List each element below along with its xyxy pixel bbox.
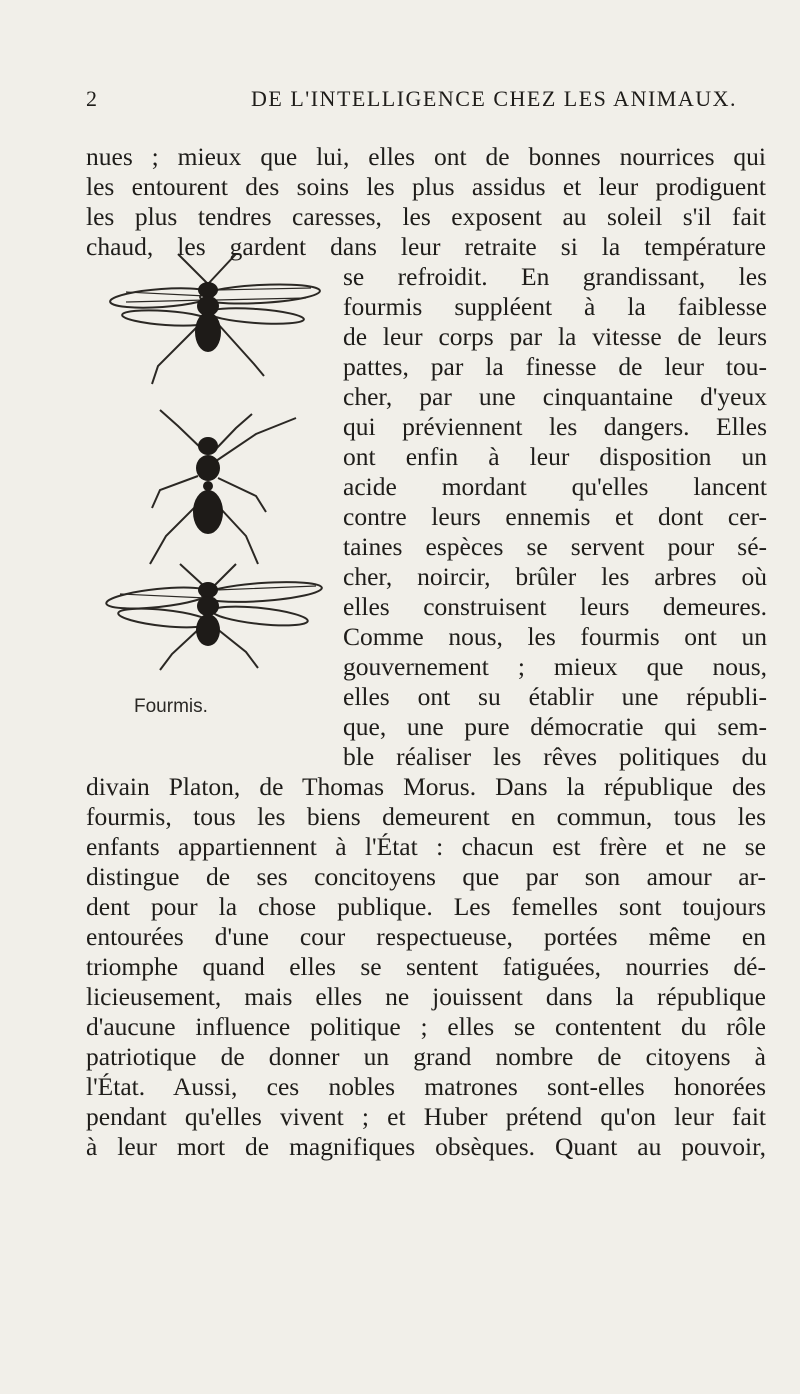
ant-engraving-icon — [96, 246, 324, 676]
ant-illustration — [96, 246, 324, 676]
text-line: se refroidit. En grandissant, les — [343, 262, 767, 291]
text-line: divain Platon, de Thomas Morus. Dans la république des — [86, 772, 766, 801]
text-line: Comme nous, les fourmis ont un — [343, 622, 767, 651]
text-line: taines espèces se servent pour sé- — [343, 532, 767, 561]
text-line: acide mordant qu'elles lancent — [343, 472, 767, 501]
text-line: que, une pure démocratie qui sem- — [343, 712, 767, 741]
text-line: pendant qu'elles vivent ; et Huber prétend qu'on leur fait — [86, 1102, 766, 1131]
text-line: ble réaliser les rêves politiques du — [343, 742, 767, 771]
text-line: chaud, les gardent dans leur retraite si la température — [86, 232, 766, 261]
text-line: les entourent des soins les plus assidus et leur prodiguent — [86, 172, 766, 201]
text-line: patriotique de donner un grand nombre de citoyens à — [86, 1042, 766, 1071]
text-line: cher, noircir, brûler les arbres où — [343, 562, 767, 591]
text-line: licieusement, mais elles ne jouissent dans la république — [86, 982, 766, 1011]
text-line: cher, par une cinquantaine d'yeux — [343, 382, 767, 411]
text-line: d'aucune influence politique ; elles se contentent du rôle — [86, 1012, 766, 1041]
text-line: elles construisent leurs demeures. — [343, 592, 767, 621]
text-line: ont enfin à leur disposition un — [343, 442, 767, 471]
text-line: enfants appartiennent à l'État : chacun est frère et ne se — [86, 832, 766, 861]
text-line: qui préviennent les dangers. Elles — [343, 412, 767, 441]
text-line: pattes, par la finesse de leur tou- — [343, 352, 767, 381]
running-header — [86, 86, 766, 116]
text-line: triomphe quand elles se sentent fatiguées, nourries dé- — [86, 952, 766, 981]
figure-caption: Fourmis. — [134, 696, 208, 717]
text-line: gouvernement ; mieux que nous, — [343, 652, 767, 681]
worker-ant-middle — [150, 410, 296, 564]
text-line: distingue de ses concitoyens que par son amour ar- — [86, 862, 766, 891]
page-number: 2 — [86, 86, 98, 111]
text-line: fourmis suppléent à la faiblesse — [343, 292, 767, 321]
text-line: l'État. Aussi, ces nobles matrones sont-elles honorées — [86, 1072, 766, 1101]
text-line: dent pour la chose publique. Les femelles sont toujours — [86, 892, 766, 921]
text-line: fourmis, tous les biens demeurent en commun, tous les — [86, 802, 766, 831]
text-line: contre leurs ennemis et dont cer- — [343, 502, 767, 531]
text-line: les plus tendres caresses, les exposent au soleil s'il fait — [86, 202, 766, 231]
text-line: à leur mort de magnifiques obsèques. Quant au pouvoir, — [86, 1132, 766, 1161]
text-line: de leur corps par la vitesse de leurs — [343, 322, 767, 351]
running-title: DE L'INTELLIGENCE CHEZ LES ANIMAUX. — [251, 86, 738, 111]
text-line: entourées d'une cour respectueuse, portées même en — [86, 922, 766, 951]
text-line: nues ; mieux que lui, elles ont de bonnes nourrices qui — [86, 142, 766, 171]
text-line: elles ont su établir une républi- — [343, 682, 767, 711]
